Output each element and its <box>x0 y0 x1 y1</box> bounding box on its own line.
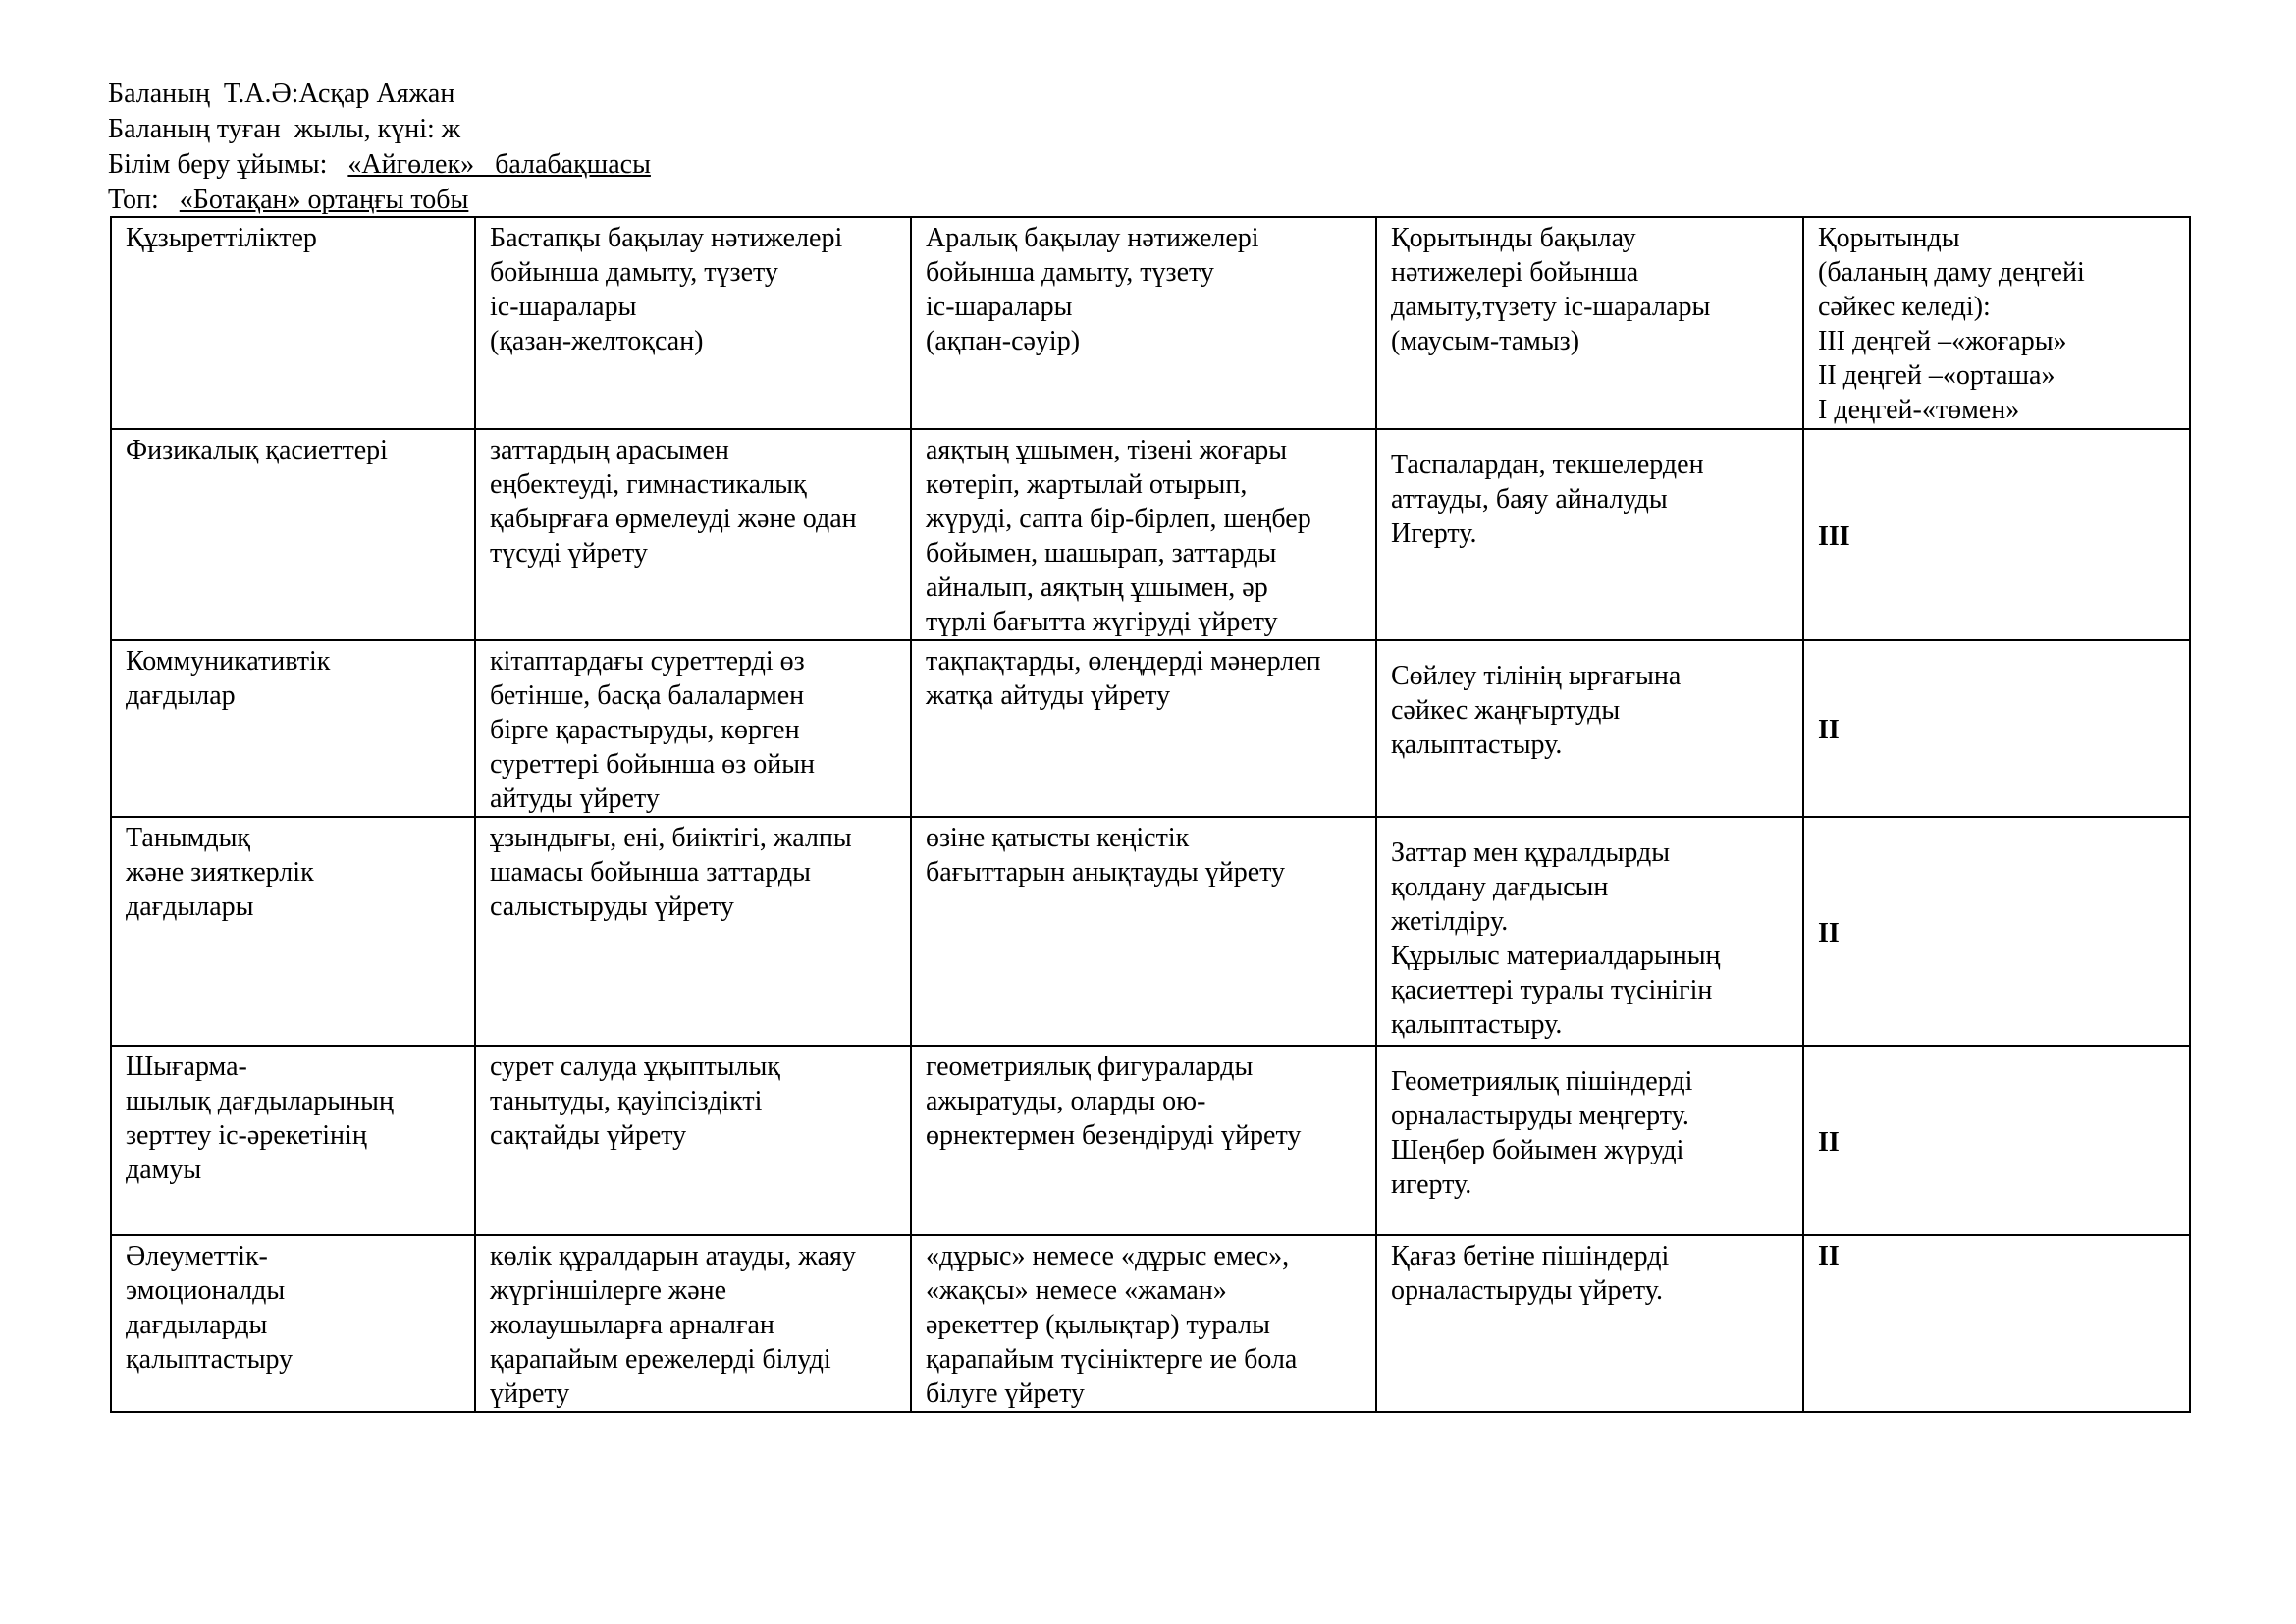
final-cell: Таспалардан, текшелерден аттауды, баяу айналуды Игерту. <box>1376 429 1803 640</box>
header-final-monitoring: Қорытынды бақылау нәтижелері бойынша дамыту,түзету іс-шаралары (маусым-тамыз) <box>1376 217 1803 429</box>
initial-cell: ұзындығы, ені, биіктігі, жалпы шамасы бойынша заттарды салыстыруды үйрету <box>475 817 911 1046</box>
header-intermediate-monitoring: Аралық бақылау нәтижелері бойынша дамыту, түзету іс-шаралары (ақпан-сәуір) <box>911 217 1376 429</box>
intermediate-cell: аяқтың ұшымен, тізені жоғары көтеріп, жартылай отырып, жүруді, сапта бір-бірлеп, шеңбер бойымен, шашырап, заттарды айналып, аяқтың ұшымен, әр түрлі бағытта жүгіруді үйрету <box>911 429 1376 640</box>
group-value: «Ботақан» ортаңғы тобы <box>179 185 469 215</box>
competency-cell: Физикалық қасиеттері <box>111 429 475 640</box>
table-row <box>111 1235 2190 1412</box>
child-name-label: Баланың Т.А.Ә: <box>108 79 299 109</box>
birth-date-value: ж <box>434 114 461 144</box>
initial-cell: көлік құралдарын атауды, жаяу жүргіншілерге және жолаушыларға арналған қарапайым ережелерді білуді үйрету <box>475 1235 911 1412</box>
final-cell: Сөйлеу тілінің ырғағына сәйкес жаңғыртуды қалыптастыру. <box>1376 640 1803 817</box>
competency-cell: Әлеуметтік- эмоционалды дағдыларды қалыптастыру <box>111 1235 475 1412</box>
level-cell: III <box>1803 429 2190 640</box>
table-row <box>111 1046 2190 1235</box>
table-row <box>111 640 2190 817</box>
competency-cell: Коммуникативтік дағдылар <box>111 640 475 817</box>
group-label: Топ: <box>108 185 180 215</box>
level-cell: II <box>1803 1046 2190 1235</box>
child-name-value: Асқар Аяжан <box>298 79 455 109</box>
birth-date-line <box>108 112 2071 147</box>
initial-cell: заттардың арасымен еңбектеуді, гимнастикалық қабырғаға өрмелеуді және одан түсуді үйрету <box>475 429 911 640</box>
birth-date-label: Баланың туған жылы, күні: <box>108 114 435 144</box>
table-row <box>111 817 2190 1046</box>
final-cell: Заттар мен құралдырды қолдану дағдысын жетілдіру. Құрылыс материалдарының қасиеттері туралы түсінігін қалыптастыру. <box>1376 817 1803 1046</box>
organization-value: «Айгөлек» балабақшасы <box>347 149 651 180</box>
organization-label: Білім беру ұйымы: <box>108 149 348 180</box>
level-cell: II <box>1803 817 2190 1046</box>
level-cell: II <box>1803 1235 2190 1412</box>
level-cell: II <box>1803 640 2190 817</box>
development-table <box>110 216 2191 1413</box>
competency-cell: Шығарма- шылық дағдыларының зерттеу іс-әрекетінің дамуы <box>111 1046 475 1235</box>
final-cell: Қағаз бетіне пішіндерді орналастыруды үйрету. <box>1376 1235 1803 1412</box>
child-info-header <box>108 77 2071 218</box>
header-initial-monitoring: Бастапқы бақылау нәтижелері бойынша дамыту, түзету іс-шаралары (қазан-желтоқсан) <box>475 217 911 429</box>
initial-cell: сурет салуда ұқыптылық танытуды, қауіпсіздікті сақтайды үйрету <box>475 1046 911 1235</box>
intermediate-cell: тақпақтарды, өлеңдерді мәнерлеп жатқа айтуды үйрету <box>911 640 1376 817</box>
initial-cell: кітаптардағы суреттерді өз бетінше, басқа балалармен бірге қарастыруды, көрген суреттері бойынша өз ойын айтуды үйрету <box>475 640 911 817</box>
table-row <box>111 429 2190 640</box>
organization-line <box>108 147 2071 183</box>
header-competencies: Құзыреттіліктер <box>111 217 475 429</box>
intermediate-cell: «дұрыс» немесе «дұрыс емес», «жақсы» немесе «жаман» әрекеттер (қылықтар) туралы қарапайым түсініктерге ие бола білуге үйрету <box>911 1235 1376 1412</box>
final-cell: Геометриялық пішіндерді орналастыруды меңгерту. Шеңбер бойымен жүруді игерту. <box>1376 1046 1803 1235</box>
group-line <box>108 183 2071 218</box>
table-header-row <box>111 217 2190 429</box>
intermediate-cell: өзіне қатысты кеңістік бағыттарын анықтауды үйрету <box>911 817 1376 1046</box>
competency-cell: Танымдық және зияткерлік дағдылары <box>111 817 475 1046</box>
intermediate-cell: геометриялық фигураларды ажыратуды, оларды ою- өрнектермен безендіруді үйрету <box>911 1046 1376 1235</box>
child-name-line <box>108 77 2071 112</box>
header-conclusion: Қорытынды (баланың даму деңгейі сәйкес келеді): ІІІ деңгей –«жоғары» ІІ деңгей –«орташа» І деңгей-«төмен» <box>1803 217 2190 429</box>
